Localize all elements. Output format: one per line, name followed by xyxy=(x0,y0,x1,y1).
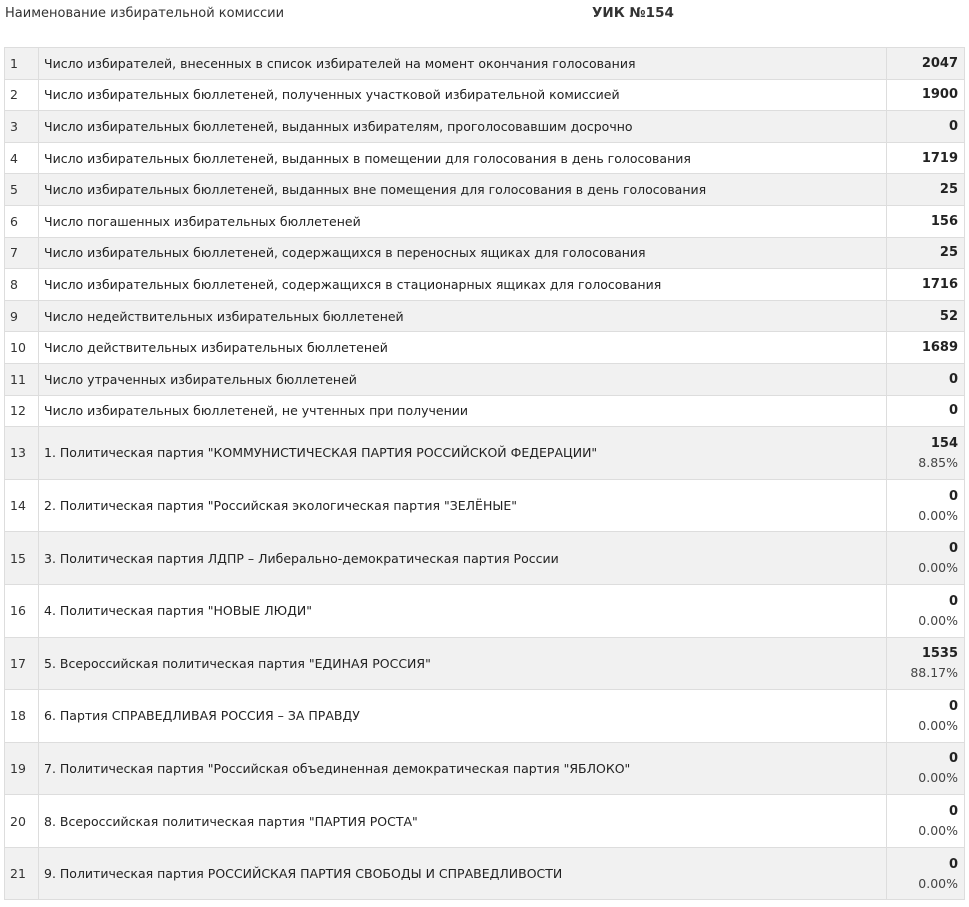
row-label: Число действительных избирательных бюллетеней xyxy=(39,332,887,364)
table-row xyxy=(5,332,965,364)
row-value: 1716 xyxy=(887,269,965,301)
party-name: 2. Политическая партия "Российская экологическая партия "ЗЕЛЁНЫЕ" xyxy=(39,479,887,532)
party-name: 4. Политическая партия "НОВЫЕ ЛЮДИ" xyxy=(39,584,887,637)
party-percent: 0.00% xyxy=(918,507,958,523)
row-value: 52 xyxy=(887,300,965,332)
party-percent: 0.00% xyxy=(918,717,958,733)
row-label: Число избирательных бюллетеней, выданных в помещении для голосования в день голосования xyxy=(39,142,887,174)
party-result xyxy=(887,427,965,480)
party-row xyxy=(5,795,965,848)
party-percent: 0.00% xyxy=(918,823,958,839)
row-value: 0 xyxy=(887,363,965,395)
party-result xyxy=(887,795,965,848)
party-row xyxy=(5,742,965,795)
party-row xyxy=(5,427,965,480)
row-number: 12 xyxy=(5,395,39,427)
party-votes: 0 xyxy=(948,698,958,714)
commission-name-label: Наименование избирательной комиссии xyxy=(5,6,285,21)
row-value: 1900 xyxy=(887,79,965,111)
party-votes: 0 xyxy=(948,593,958,609)
row-number: 11 xyxy=(5,363,39,395)
party-row xyxy=(5,479,965,532)
row-value: 25 xyxy=(887,237,965,269)
party-result xyxy=(887,690,965,743)
table-row xyxy=(5,300,965,332)
row-number: 4 xyxy=(5,142,39,174)
row-value: 2047 xyxy=(887,48,965,80)
row-label: Число избирательных бюллетеней, полученных участковой избирательной комиссией xyxy=(39,79,887,111)
row-value: 1719 xyxy=(887,142,965,174)
row-label: Число избирательных бюллетеней, выданных вне помещения для голосования в день голосования xyxy=(39,174,887,206)
uik-title: УИК №154 xyxy=(592,5,674,21)
row-number: 13 xyxy=(5,427,39,480)
row-label: Число избирательных бюллетеней, выданных избирателям, проголосовавшим досрочно xyxy=(39,111,887,143)
party-votes: 1535 xyxy=(921,646,958,662)
row-label: Число избирателей, внесенных в список избирателей на момент окончания голосования xyxy=(39,48,887,80)
row-number: 6 xyxy=(5,205,39,237)
row-number: 10 xyxy=(5,332,39,364)
row-label: Число погашенных избирательных бюллетеней xyxy=(39,205,887,237)
row-number: 9 xyxy=(5,300,39,332)
party-name: 6. Партия СПРАВЕДЛИВАЯ РОССИЯ – ЗА ПРАВДУ xyxy=(39,690,887,743)
party-row xyxy=(5,584,965,637)
table-row xyxy=(5,269,965,301)
row-number: 2 xyxy=(5,79,39,111)
row-value: 1689 xyxy=(887,332,965,364)
row-number: 18 xyxy=(5,690,39,743)
results-table xyxy=(4,47,965,900)
party-name: 3. Политическая партия ЛДПР – Либерально-демократическая партия России xyxy=(39,532,887,585)
row-number: 21 xyxy=(5,847,39,900)
row-value: 25 xyxy=(887,174,965,206)
party-percent: 0.00% xyxy=(918,560,958,576)
party-name: 5. Всероссийская политическая партия "ЕДИНАЯ РОССИЯ" xyxy=(39,637,887,690)
party-votes: 0 xyxy=(948,804,958,820)
row-value: 0 xyxy=(887,111,965,143)
party-result xyxy=(887,742,965,795)
row-number: 19 xyxy=(5,742,39,795)
table-row xyxy=(5,111,965,143)
party-row xyxy=(5,532,965,585)
party-result xyxy=(887,637,965,690)
party-result xyxy=(887,584,965,637)
row-number: 1 xyxy=(5,48,39,80)
row-number: 17 xyxy=(5,637,39,690)
page-header xyxy=(0,0,969,47)
party-result xyxy=(887,532,965,585)
row-value: 0 xyxy=(887,395,965,427)
party-name: 9. Политическая партия РОССИЙСКАЯ ПАРТИЯ СВОБОДЫ И СПРАВЕДЛИВОСТИ xyxy=(39,847,887,900)
row-label: Число утраченных избирательных бюллетеней xyxy=(39,363,887,395)
party-percent: 88.17% xyxy=(910,665,958,681)
table-row xyxy=(5,174,965,206)
party-row xyxy=(5,690,965,743)
row-number: 14 xyxy=(5,479,39,532)
table-row xyxy=(5,237,965,269)
party-percent: 8.85% xyxy=(918,454,958,470)
row-number: 16 xyxy=(5,584,39,637)
row-label: Число избирательных бюллетеней, содержащихся в стационарных ящиках для голосования xyxy=(39,269,887,301)
party-row xyxy=(5,637,965,690)
table-row xyxy=(5,48,965,80)
party-percent: 0.00% xyxy=(918,612,958,628)
party-percent: 0.00% xyxy=(918,875,958,891)
row-number: 3 xyxy=(5,111,39,143)
row-label: Число недействительных избирательных бюллетеней xyxy=(39,300,887,332)
row-value: 156 xyxy=(887,205,965,237)
party-result xyxy=(887,847,965,900)
party-name: 8. Всероссийская политическая партия "ПАРТИЯ РОСТА" xyxy=(39,795,887,848)
party-row xyxy=(5,847,965,900)
row-label: Число избирательных бюллетеней, содержащихся в переносных ящиках для голосования xyxy=(39,237,887,269)
table-row xyxy=(5,142,965,174)
party-percent: 0.00% xyxy=(918,770,958,786)
party-votes: 0 xyxy=(948,751,958,767)
row-number: 5 xyxy=(5,174,39,206)
table-row xyxy=(5,79,965,111)
row-number: 20 xyxy=(5,795,39,848)
row-number: 7 xyxy=(5,237,39,269)
table-row xyxy=(5,395,965,427)
party-name: 1. Политическая партия "КОММУНИСТИЧЕСКАЯ ПАРТИЯ РОССИЙСКОЙ ФЕДЕРАЦИИ" xyxy=(39,427,887,480)
row-number: 15 xyxy=(5,532,39,585)
party-votes: 0 xyxy=(948,488,958,504)
table-row xyxy=(5,205,965,237)
party-name: 7. Политическая партия "Российская объединенная демократическая партия "ЯБЛОКО" xyxy=(39,742,887,795)
row-number: 8 xyxy=(5,269,39,301)
party-votes: 0 xyxy=(948,541,958,557)
row-label: Число избирательных бюллетеней, не учтенных при получении xyxy=(39,395,887,427)
party-result xyxy=(887,479,965,532)
table-row xyxy=(5,363,965,395)
party-votes: 154 xyxy=(930,435,958,451)
party-votes: 0 xyxy=(948,856,958,872)
